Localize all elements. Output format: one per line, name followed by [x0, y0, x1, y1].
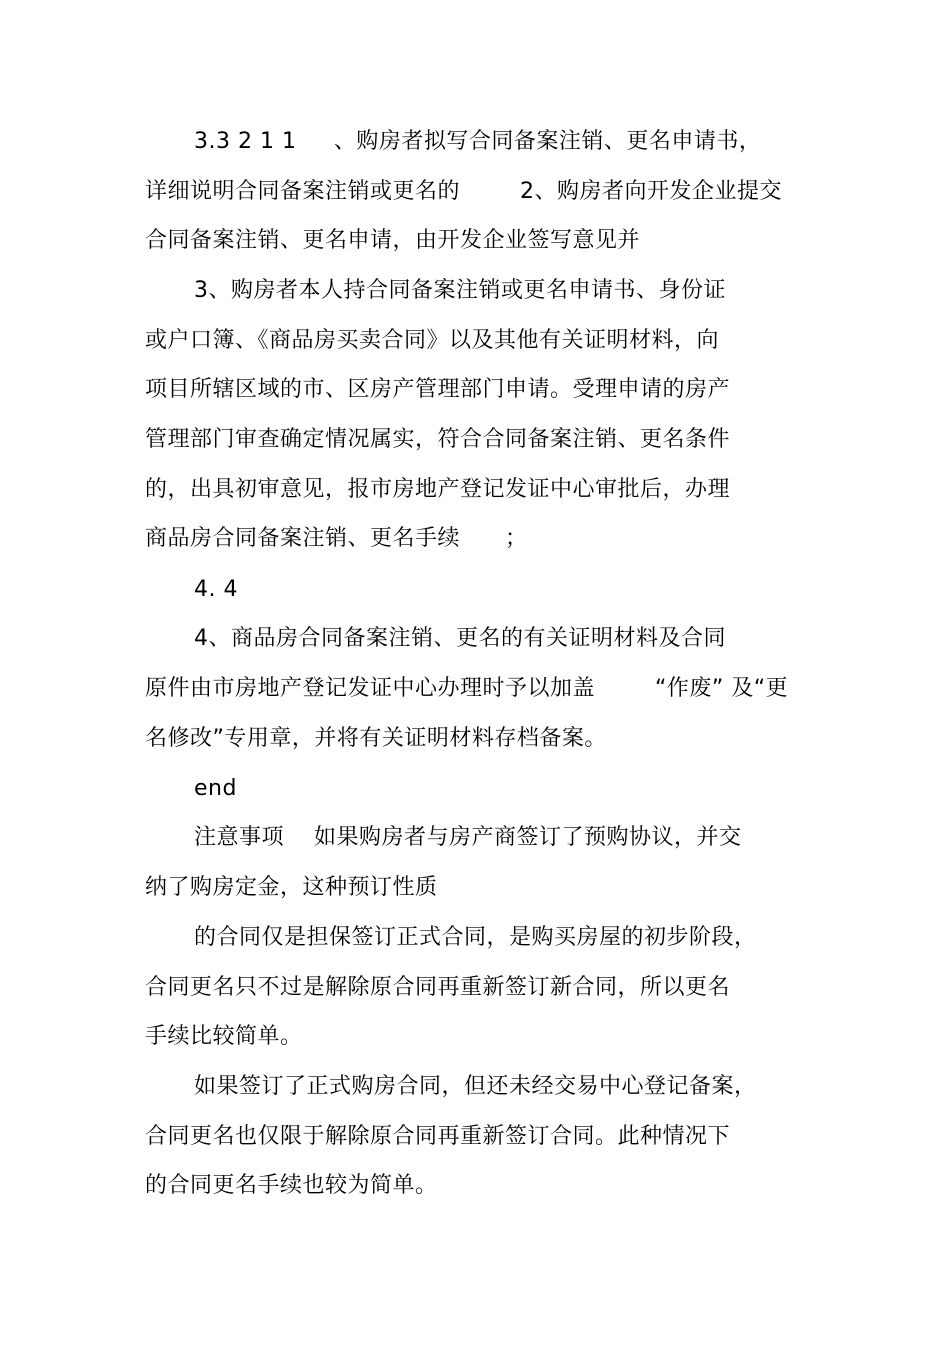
end-marker: end — [194, 776, 237, 801]
text-line: 名修改”专用章，并将有关证明材料存档备案。 — [145, 726, 607, 751]
text-line: 注意事项 如果购房者与房产商签订了预购协议，并交 — [194, 825, 742, 850]
text-line: 纳了购房定金，这种预订性质 — [145, 875, 438, 900]
text-line: 原件由市房地产登记发证中心办理时予以加盖 “作废” 及“更 — [145, 676, 789, 701]
text-line: 合同更名只不过是解除原合同再重新签订新合同，所以更名 — [145, 975, 731, 1000]
text-line: 的合同仅是担保签订正式合同，是购买房屋的初步阶段， — [194, 925, 757, 950]
text-line: 的合同更名手续也较为简单。 — [145, 1173, 438, 1198]
text-line: 4、商品房合同备案注销、更名的有关证明材料及合同 — [194, 626, 726, 651]
text-line: 商品房合同备案注销、更名手续 ； — [145, 526, 528, 551]
text-line: 3.3 2 1 1 、购房者拟写合同备案注销、更名申请书， — [194, 129, 762, 154]
text-line: 合同更名也仅限于解除原合同再重新签订合同。此种情况下 — [145, 1124, 731, 1149]
text-line: 手续比较简单。 — [145, 1024, 303, 1049]
text-line: 详细说明合同备案注销或更名的 2、购房者向开发企业提交 — [145, 179, 782, 204]
text-line: 的，出具初审意见，报市房地产登记发证中心审批后，办理 — [145, 477, 731, 502]
text-line: 3、购房者本人持合同备案注销或更名申请书、身份证 — [194, 278, 726, 303]
section-number: 4. 4 — [194, 577, 238, 602]
text-line: 或户口簿、《商品房买卖合同》以及其他有关证明材料，向 — [145, 328, 720, 353]
text-line: 合同备案注销、更名申请，由开发企业签写意见并 — [145, 228, 641, 253]
text-line: 项目所辖区域的市、区房产管理部门申请。受理申请的房产 — [145, 377, 731, 402]
text-line: 管理部门审查确定情况属实，符合合同备案注销、更名条件 — [145, 427, 731, 452]
text-line: 如果签订了正式购房合同，但还未经交易中心登记备案， — [194, 1074, 757, 1099]
